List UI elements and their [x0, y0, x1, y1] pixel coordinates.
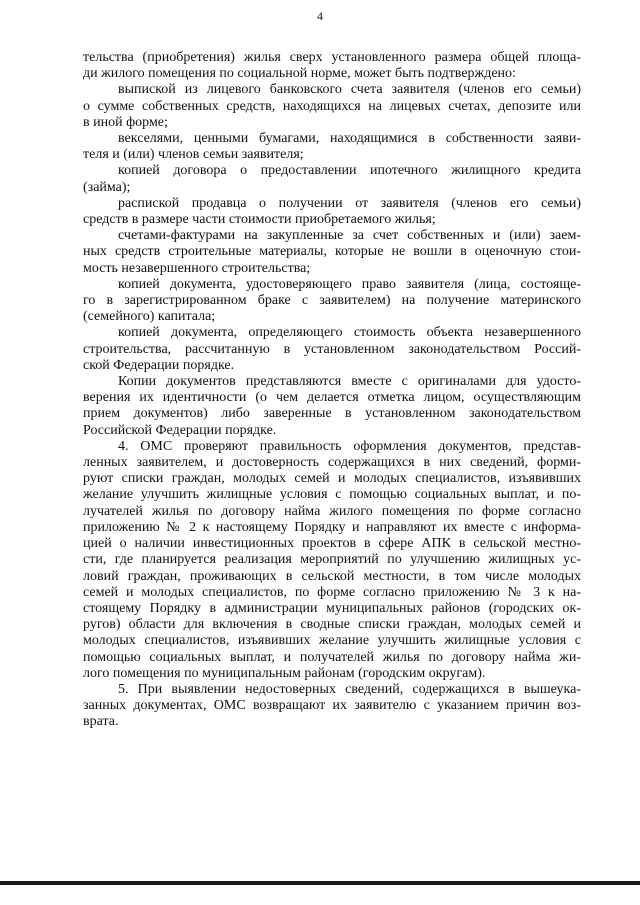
text-line: теля и (или) членов семьи заявителя;: [83, 147, 304, 163]
text-line: (семейного) капитала;: [83, 309, 216, 325]
text-line: семей и молодых специалистов, по форме согласно приложению № 3 к на-: [83, 584, 581, 600]
paragraph: [83, 228, 581, 277]
text-line: молодых специалистов, изъявивших желание улучшить жилищные условия с: [83, 633, 581, 649]
text-line: 4. ОМС проверяют правильность оформления документов, представ-: [118, 438, 581, 454]
text-line: лого помещения по муниципальным районам (городским округам).: [83, 665, 486, 681]
text-line: приложению № 2 к настоящему Порядку и направляют их вместе с информа-: [83, 519, 581, 535]
text-line: тельства (приобретения) жилья сверх установленного размера общей площа-: [83, 50, 581, 65]
text-line: помощью социальных выплат, и получателей жилья по договору найма жи-: [83, 649, 581, 665]
text-line: ловий граждан, проживающих в сельской местности, в том числе молодых: [83, 568, 581, 584]
text-line: копией документа, удостоверяющего право заявителя (лица, состояще-: [118, 276, 581, 292]
paragraph: [83, 682, 581, 731]
text-line: счетами-фактурами на закупленные за счет собственных и (или) заем-: [118, 228, 581, 244]
text-line: го в зарегистрированном браке с заявителем) на получение материнского: [83, 293, 581, 309]
paragraph: [83, 439, 581, 682]
text-line: (займа);: [83, 179, 131, 195]
paragraph: [83, 50, 581, 82]
text-line: сти, где планируется реализация мероприятий по улучшению жилищных ус-: [83, 552, 581, 568]
text-line: ской Федерации порядке.: [83, 357, 235, 373]
text-line: 5. При выявлении недостоверных сведений, содержащихся в вышеука-: [118, 681, 581, 697]
paragraph: [83, 82, 581, 131]
text-line: копией договора о предоставлении ипотечного жилищного кредита: [118, 163, 581, 179]
text-line: лучателей жилья по договору найма жилого помещения по форме согласно: [83, 503, 581, 519]
text-line: мость незавершенного строительства;: [83, 260, 311, 276]
text-line: цией о наличии инвестиционных проектов в сфере АПК в сельской местно-: [83, 536, 581, 552]
text-line: ди жилого помещения по социальной норме, может быть подтверждено:: [83, 66, 516, 82]
paragraph: [83, 325, 581, 374]
text-line: прием документов) либо заверенные в установленном законодательством: [83, 406, 581, 422]
bottom-scan-border: [0, 881, 640, 885]
paragraph: [83, 196, 581, 228]
text-line: выпиской из лицевого банковского счета заявителя (членов его семьи): [118, 82, 581, 98]
paragraph: [83, 277, 581, 326]
text-line: ных средств строительные материалы, которые не вошли в оценочную стои-: [83, 244, 581, 260]
text-line: в иной форме;: [83, 114, 168, 130]
text-line: занных документах, ОМС возвращают их заявителю с указанием причин воз-: [83, 698, 581, 714]
text-line: о сумме собственных средств, находящихся на лицевых счетах, депозите или: [83, 98, 581, 114]
paragraph: [83, 374, 581, 439]
text-line: руют списки граждан, молодых семей и молодых специалистов, изъявивших: [83, 471, 581, 487]
text-line: ругов) области для включения в сводные списки граждан, молодых семей и: [83, 617, 581, 633]
paragraph: [83, 131, 581, 163]
text-line: средств в размере части стоимости приобретаемого жилья;: [83, 212, 436, 228]
text-line: ленных заявителем, и достоверность содержащихся в них сведений, форми-: [83, 455, 581, 471]
text-line: стоящему Порядку в администрации муниципальных районов (городских ок-: [83, 600, 581, 616]
text-line: копией документа, определяющего стоимость объекта незавершенного: [118, 325, 581, 341]
text-line: Копии документов представляются вместе с оригиналами для удосто-: [118, 374, 581, 390]
text-line: врата.: [83, 714, 119, 730]
text-line: распиской продавца о получении от заявителя (членов его семьи): [118, 195, 581, 211]
page-number: 4: [317, 9, 323, 23]
text-line: Российской Федерации порядке.: [83, 422, 277, 438]
text-line: верения их идентичности (о чем делается отметка лицом, осуществляющим: [83, 390, 581, 406]
document-body: [83, 50, 581, 731]
text-line: строительства, рассчитанную в установленном законодательством Россий-: [83, 341, 581, 357]
paragraph: [83, 163, 581, 195]
text-line: векселями, ценными бумагами, находящимися в собственности заяви-: [118, 131, 581, 147]
text-line: желание улучшить жилищные условия с помощью социальных выплат, и по-: [83, 487, 581, 503]
